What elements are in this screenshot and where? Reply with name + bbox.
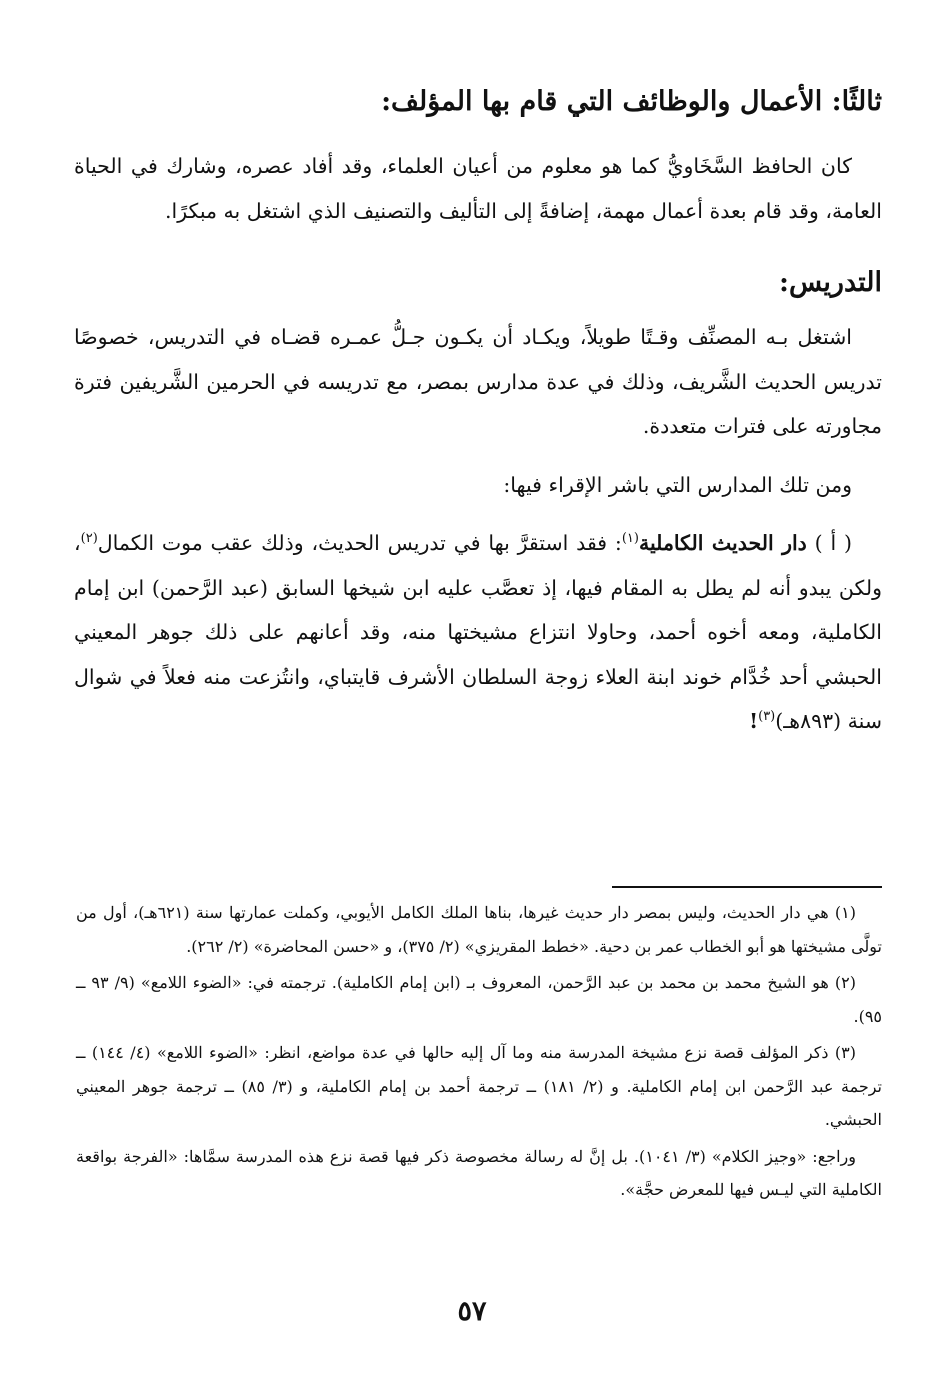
schools-intro: ومن تلك المدارس التي باشر الإقراء فيها:	[503, 472, 852, 497]
item-a-paragraph	[74, 521, 882, 744]
footnote-ref-3: (٣)	[758, 709, 776, 725]
page-number: ٥٧	[457, 1296, 487, 1327]
item-a-text-2: ، ولكن يبدو أنه لم يطل به المقام فيها، إذ تعصَّب عليه ابن شيخها السابق (عبد الرَّحمن) ابن إمام الكاملية، ومعه أخوه أحمد، وحاولا انتزاع مشيختها منه، وقد أعانهم على ذلك جوهر المعيني الحبشي أحد خُدَّام خوند ابنة العلاء زوجة السلطان الأشرف قايتباي، وانتُزعت منه فعلاً في شوال سنة (٨٩٣هـ)	[74, 531, 882, 733]
footnote-2: (٢) هو الشيخ محمد بن محمد بن عبد الرَّحمن، المعروف بـ (ابن إمام الكاملية). ترجمته في: «الضوء اللامع» (٩/ ٩٣ ــ ٩٥).	[76, 973, 882, 1026]
footnote-ref-2: (٢)	[80, 531, 98, 547]
teaching-paragraph: اشتغل بـه المصنِّف وقـتًا طويلاً، ويكـاد أن يكـون جـلُّ عمـره قضـاه في التدريس، خصوصًا تدريس الحديث الشَّريف، وذلك في عدة مدارس بمصر، مع تدريسه في الحرمين الشَّريفين فترة مجاورته على فترات متعددة.	[74, 325, 882, 438]
main-text	[74, 78, 882, 744]
section-heading: ثالثًا: الأعمال والوظائف التي قام بها المؤلف:	[381, 86, 882, 117]
footnote-3: (٣) ذكر المؤلف قصة نزع مشيخة المدرسة منه وما آل إليه حالها في عدة مواضع، انظر: «الضوء اللامع» (٤/ ١٤٤) ــ ترجمة عبد الرَّحمن ابن إمام الكاملية. و (٢/ ١٨١) ــ ترجمة أحمد بن إمام الكاملية، و (٣/ ٨٥) ــ ترجمة جوهر المعيني الحبشي.	[76, 1043, 882, 1129]
item-a-marker: ( أ )	[814, 531, 852, 555]
footnote-divider	[612, 886, 882, 888]
item-a-name: دار الحديث الكاملية	[638, 531, 807, 555]
item-a-text-1: : فقد استقرَّ بها في تدريس الحديث، وذلك عقب موت الكمال	[97, 531, 622, 555]
footnote-1: (١) هي دار الحديث، وليس بمصر دار حديث غيرها، بناها الملك الكامل الأيوبي، وكملت عمارتها سنة (٦٢١هـ)، أول من تولَّى مشيختها هو أبو الخطاب عمر بن دحية. «خطط المقريزي» (٢/ ٣٧٥)، و «حسن المحاضرة» (٢/ ٢٦٢).	[76, 903, 882, 956]
footnotes	[76, 896, 882, 1210]
footnote-3-continued: وراجع: «وجيز الكلام» (٣/ ١٠٤١). بل إنَّ له رسالة مخصوصة ذكر فيها قصة نزع هذه المدرسة سمَّاها: «الفرجة بواقعة الكاملية التي ليـس فيها للمعرض حجَّة».	[76, 1146, 882, 1199]
footnote-ref-1: (١)	[621, 531, 639, 547]
item-a-end: !	[749, 709, 759, 733]
teaching-heading: التدريس:	[779, 267, 882, 298]
intro-paragraph: كان الحافظ السَّخَاويُّ كما هو معلوم من أعيان العلماء، وقد أفاد عصره، وشارك في الحياة العامة، وقد قام بعدة أعمال مهمة، إضافةً إلى التأليف والتصنيف الذي اشتغل به مبكرًا.	[74, 154, 882, 223]
